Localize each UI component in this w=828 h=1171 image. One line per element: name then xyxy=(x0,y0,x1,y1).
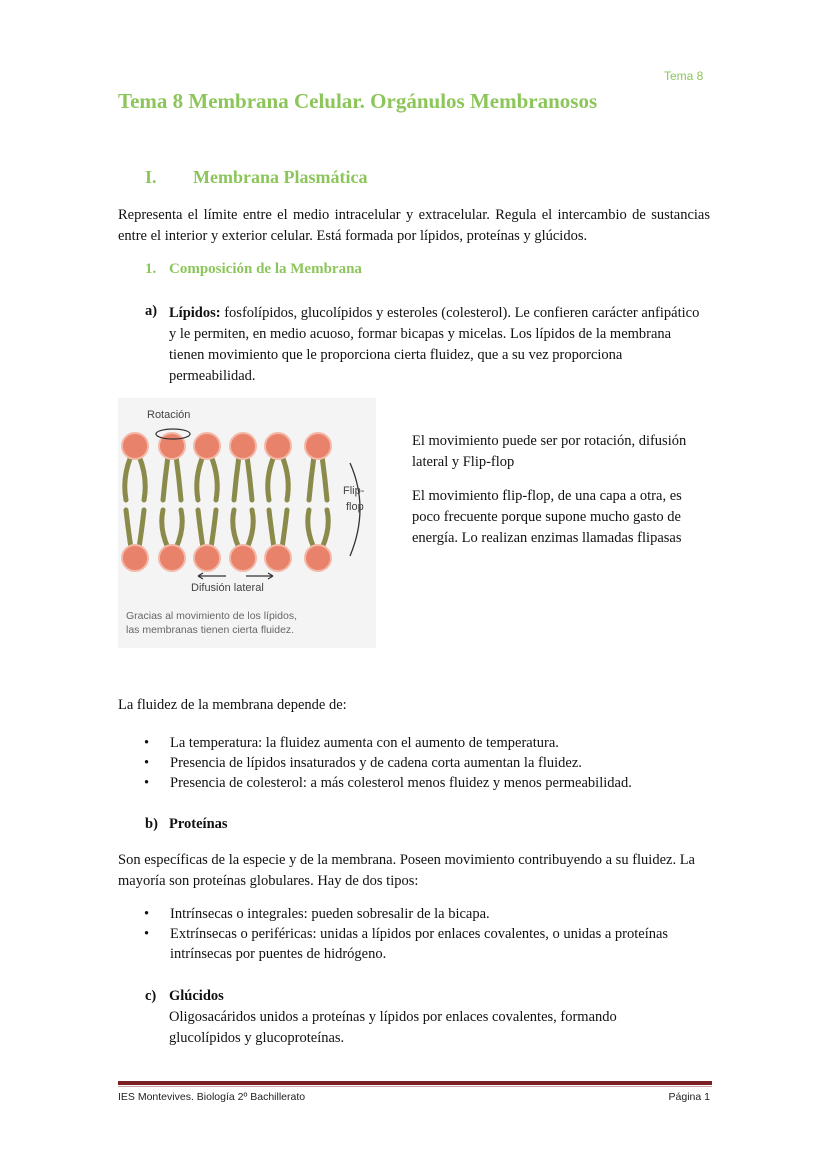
proteins-list xyxy=(142,904,717,964)
subsection-number: 1. xyxy=(145,261,157,277)
lipid-head xyxy=(159,545,185,571)
lipid-head xyxy=(230,545,256,571)
glucids-paragraph: Oligosacáridos unidos a proteínas y lípidos por enlaces covalentes, formando glucolípidos y glucoproteínas. xyxy=(169,1009,617,1046)
lipid-head xyxy=(305,433,331,459)
lipids-text: fosfolípidos, glucolípidos y esteroles (colesterol). Le confieren carácter anfipático y le permiten, en medio acuoso, formar bicapas y micelas. Los lípidos de la membrana tienen movimiento que le proporciona cierta fluidez, que a su vez proporciona permeabilidad. xyxy=(169,305,700,384)
figure-caption-1: Gracias al movimiento de los lípidos, xyxy=(126,610,297,622)
footer-rule-thin xyxy=(118,1086,712,1087)
side-paragraph-1: El movimiento puede ser por rotación, difusión lateral y Flip-flop xyxy=(412,433,687,470)
list-item: • La temperatura: la fluidez aumenta con el aumento de temperatura. xyxy=(142,733,722,753)
proteins-heading: Proteínas xyxy=(169,816,228,832)
subsection-title: Composición de la Membrana xyxy=(169,261,362,277)
lipid-movement-figure xyxy=(118,398,376,648)
fluidity-intro: La fluidez de la membrana depende de: xyxy=(118,697,347,713)
lipid-head xyxy=(230,433,256,459)
lipids-paragraph xyxy=(169,303,709,387)
list-item: • Presencia de colesterol: a más colesterol menos fluidez y menos permeabilidad. xyxy=(142,773,722,793)
flop-label: flop xyxy=(346,501,364,513)
lipid-head xyxy=(122,433,148,459)
proteins-marker: b) xyxy=(145,816,158,832)
figure-caption-2: las membranas tienen cierta fluidez. xyxy=(126,624,295,636)
lipid-head xyxy=(159,433,185,459)
lipid-head xyxy=(194,433,220,459)
section-number: I. xyxy=(145,167,157,187)
lipid-head xyxy=(305,545,331,571)
lipids-marker: a) xyxy=(145,303,158,319)
section-title: Membrana Plasmática xyxy=(193,167,368,187)
glucids-marker: c) xyxy=(145,988,157,1004)
proteins-paragraph: Son específicas de la especie y de la membrana. Poseen movimiento contribuyendo a su fluidez. La mayoría son proteínas globulares. Hay de dos tipos: xyxy=(118,852,695,889)
running-header: Tema 8 xyxy=(664,69,704,83)
lipid-head xyxy=(265,433,291,459)
list-item: • Extrínsecas o periféricas: unidas a lípidos por enlaces covalentes, o unidas a proteínas intrínsecas por puentes de hidrógeno. xyxy=(142,924,717,964)
rotation-label: Rotación xyxy=(147,409,191,421)
side-paragraph-2: El movimiento flip-flop, de una capa a otra, es poco frecuente porque supone mucho gasto de energía. Lo realizan enzimas llamadas flipasas xyxy=(412,488,682,546)
footer-left: IES Montevives. Biología 2º Bachillerato xyxy=(118,1091,306,1103)
list-item: • Presencia de lípidos insaturados y de cadena corta aumentan la fluidez. xyxy=(142,753,722,773)
fluidity-list xyxy=(142,733,722,793)
lateral-label: Difusión lateral xyxy=(191,582,264,594)
footer-page-number: Página 1 xyxy=(668,1091,710,1103)
footer-rule xyxy=(118,1081,712,1085)
glucids-heading: Glúcidos xyxy=(169,988,224,1004)
intro-paragraph: Representa el límite entre el medio intracelular y extracelular. Regula el intercambio de sustancias entre el interior y exterior celular. Está formada por lípidos, proteínas y glúcidos. xyxy=(118,207,710,244)
lipid-head xyxy=(122,545,148,571)
lipids-label: Lípidos: xyxy=(169,305,221,321)
page-title: Tema 8 Membrana Celular. Orgánulos Membranosos xyxy=(118,89,598,113)
flip-label: Flip- xyxy=(343,485,365,497)
lipid-head xyxy=(265,545,291,571)
list-item: • Intrínsecas o integrales: pueden sobresalir de la bicapa. xyxy=(142,904,717,924)
lipid-head xyxy=(194,545,220,571)
